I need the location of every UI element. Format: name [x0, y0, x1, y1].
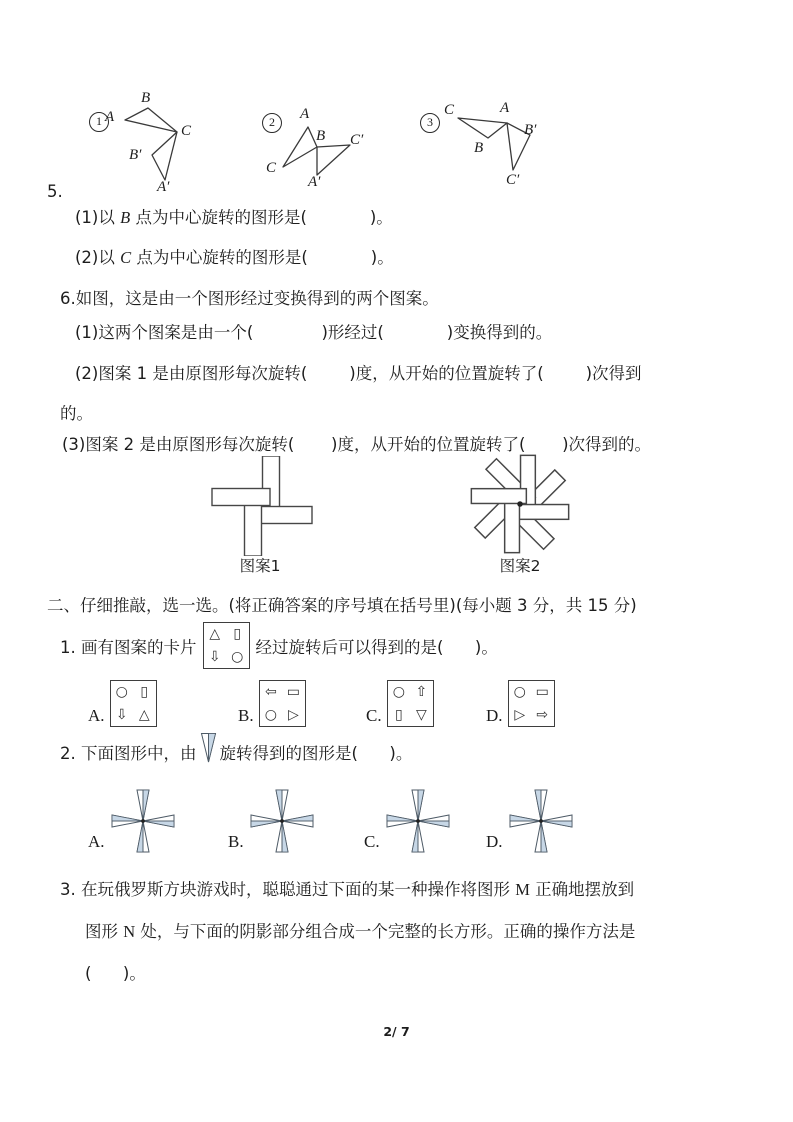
question-3-line-3: ( )。 [85, 964, 146, 983]
question-5-part-1: (1)以 B 点为中心旋转的图形是( )。 [75, 208, 393, 227]
rectangle-icon: ▯ [233, 626, 242, 643]
option-label: D. [486, 706, 503, 725]
vertex-label: B [474, 140, 484, 156]
triangle-icon: ▷ [514, 706, 526, 723]
option-label: C. [366, 706, 382, 725]
triangle-pair-svg [258, 95, 383, 200]
symbol-card [203, 622, 250, 669]
vertex-label: A′ [308, 174, 321, 190]
petal-triangle-icon [200, 732, 217, 764]
circle-icon: ○ [231, 648, 244, 665]
question-1-stem-after: 经过旋转后可以得到的是( )。 [255, 637, 498, 657]
q2-option-d [486, 786, 577, 856]
q2-option-c [364, 786, 454, 856]
vertex-label: B [141, 90, 151, 106]
option-label: D. [486, 832, 503, 851]
vertex-label: C′ [350, 132, 364, 148]
question-6-part-1: (1)这两个图案是由一个( )形经过( )变换得到的。 [75, 323, 553, 342]
petal-cross-icon [107, 786, 179, 856]
rotation-figure-option-3 [420, 95, 550, 200]
vertex-label: A′ [157, 179, 170, 195]
circle-icon: ○ [264, 706, 277, 723]
section-2-heading: 二、仔细推敲，选一选。(将正确答案的序号填在括号里)(每小题 3 分，共 15 分) [47, 596, 637, 615]
q1-option-a [88, 680, 157, 727]
rectangle-icon: ▯ [394, 706, 403, 723]
rotation-figure-option-1 [85, 88, 215, 200]
q2-option-a [88, 786, 179, 856]
petal-cross-icon [505, 786, 577, 856]
circle-icon: ○ [392, 684, 405, 701]
option-label: C. [364, 832, 380, 851]
option-label: A. [88, 832, 105, 851]
right-arrow-icon: ⇨ [536, 706, 549, 723]
vertex-label: C [444, 102, 455, 118]
question-6-stem: 6.如图，这是由一个图形经过变换得到的两个图案。 [60, 289, 439, 308]
symbol-card [259, 680, 306, 727]
vertex-label: C′ [506, 172, 520, 188]
circled-number: 2 [262, 113, 282, 133]
circled-number: 1 [89, 112, 109, 132]
question-3-line-2: 图形 N 处，与下面的阴影部分组合成一个完整的长方形。正确的操作方法是 [85, 922, 636, 941]
symbol-card [387, 680, 434, 727]
triangle-icon: ▷ [287, 706, 299, 723]
vertex-label: A [500, 100, 510, 116]
pattern-2-caption: 图案2 [499, 557, 541, 575]
option-label: A. [88, 706, 105, 725]
question-5-part-2: (2)以 C 点为中心旋转的图形是( )。 [75, 248, 394, 267]
triangle-icon: ▽ [415, 706, 427, 723]
symbol-card [110, 680, 157, 727]
question-5-number: 5. [47, 182, 63, 201]
triangle-icon: △ [138, 706, 150, 723]
petal-cross-icon [382, 786, 454, 856]
triangle-pair-svg [420, 95, 550, 200]
q2-option-b [228, 786, 318, 856]
q1-option-d [486, 680, 555, 727]
question-1-stem [60, 622, 498, 669]
vertex-label: B′ [129, 147, 142, 163]
petal-cross-icon [246, 786, 318, 856]
question-6-part-2-line-1: (2)图案 1 是由原图形每次旋转( )度，从开始的位置旋转了( )次得到 [75, 364, 642, 383]
down-arrow-icon: ⇩ [115, 706, 128, 723]
circled-number: 3 [420, 113, 440, 133]
pattern-1-pinwheel-icon [208, 456, 316, 556]
circle-icon: ○ [115, 684, 128, 701]
question-2-stem [60, 740, 412, 764]
rectangle-icon: ▯ [140, 684, 149, 701]
vertex-label: C [181, 123, 192, 139]
vertex-label: A [105, 109, 115, 125]
q1-option-b [238, 680, 306, 727]
rectangle-icon: ▭ [535, 684, 549, 701]
page-number: 2/ 7 [383, 1024, 410, 1039]
rectangle-icon: ▭ [286, 684, 300, 701]
question-2-stem-before: 2. 下面图形中，由 [60, 744, 197, 763]
vertex-label: C [266, 160, 277, 176]
vertex-label: A [300, 106, 310, 122]
question-2-stem-after: 旋转得到的图形是( )。 [219, 744, 413, 763]
pattern-2-pinwheel-icon [465, 453, 575, 555]
up-arrow-icon: ⇧ [415, 684, 428, 701]
question-1-stem-before: 1. 画有图案的卡片 [60, 637, 197, 657]
triangle-icon: △ [209, 626, 221, 643]
question-6-part-2-line-2: 的。 [60, 404, 93, 423]
rotation-figure-option-2 [258, 95, 383, 200]
vertex-label: B [316, 128, 326, 144]
vertex-label: B′ [524, 122, 537, 138]
option-label: B. [238, 706, 254, 725]
down-arrow-icon: ⇩ [208, 648, 221, 665]
pattern-1-caption: 图案1 [239, 557, 281, 575]
left-arrow-icon: ⇦ [264, 684, 277, 701]
q1-option-c [366, 680, 434, 727]
question-3-line-1: 3. 在玩俄罗斯方块游戏时，聪聪通过下面的某一种操作将图形 M 正确地摆放到 [60, 880, 635, 899]
symbol-card [508, 680, 555, 727]
question-6-part-3: (3)图案 2 是由原图形每次旋转( )度，从开始的位置旋转了( )次得到的。 [62, 435, 652, 454]
option-label: B. [228, 832, 244, 851]
circle-icon: ○ [513, 684, 526, 701]
